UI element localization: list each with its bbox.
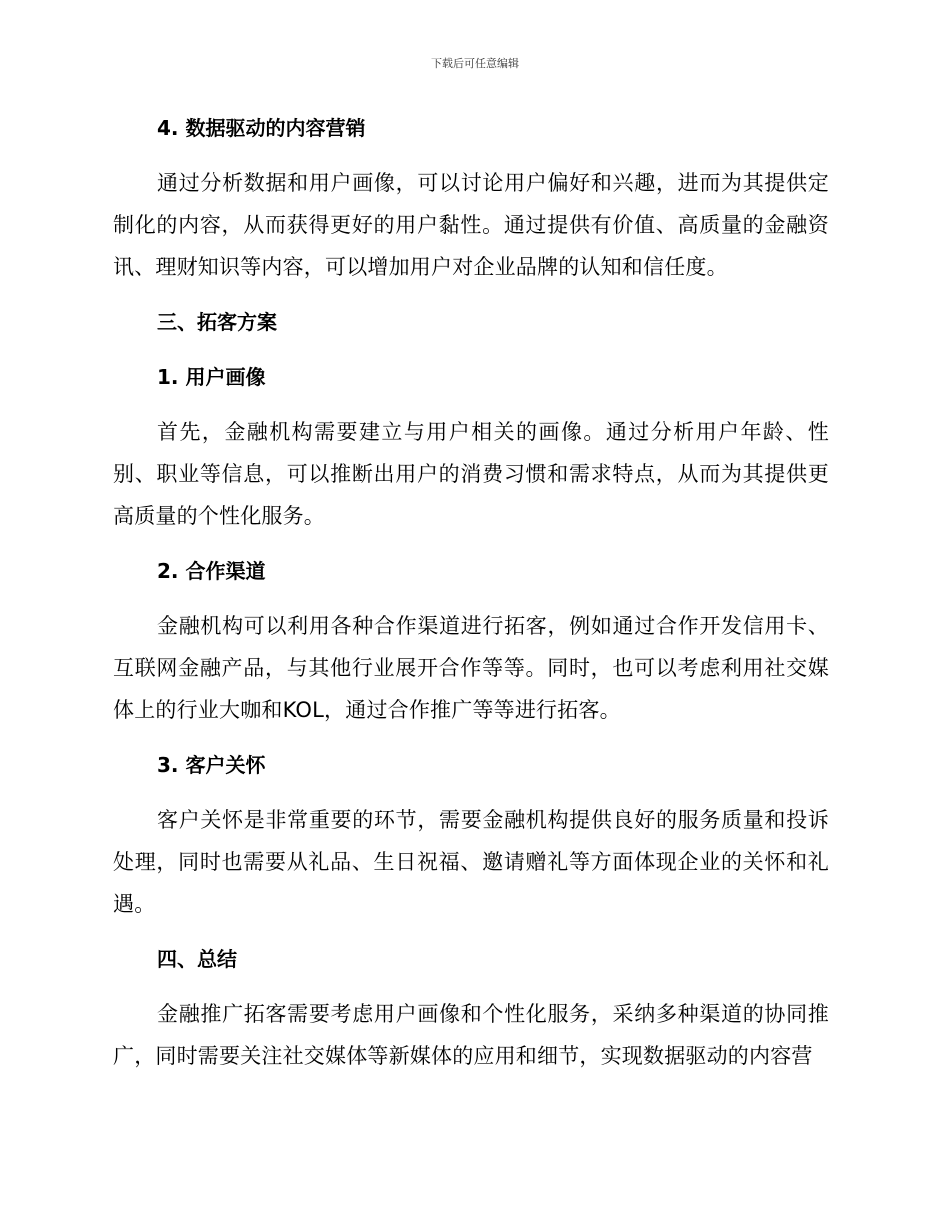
section-heading-acquisition-plan [113, 308, 829, 336]
heading: 2. 合作渠道 [157, 559, 266, 583]
paragraph-data-driven-marketing [113, 162, 829, 288]
heading: 3. 客户关怀 [157, 753, 266, 777]
heading: 三、拓客方案 [157, 310, 277, 334]
heading: 四、总结 [157, 947, 237, 971]
paragraph-user-profile [113, 411, 829, 537]
paragraph: 首先，金融机构需要建立与用户相关的画像。通过分析用户年龄、性别、职业等信息，可以推断出用户的消费习惯和需求特点，从而为其提供更高质量的个性化服务。 [113, 420, 829, 528]
paragraph-partner-channels [113, 605, 829, 731]
section-heading-customer-care [113, 751, 829, 779]
section-heading-partner-channels [113, 557, 829, 585]
paragraph: 金融推广拓客需要考虑用户画像和个性化服务，采纳多种渠道的协同推广，同时需要关注社交媒体等新媒体的应用和细节，实现数据驱动的内容营 [113, 1002, 829, 1068]
paragraph: 金融机构可以利用各种合作渠道进行拓客，例如通过合作开发信用卡、互联网金融产品，与其他行业展开合作等等。同时，也可以考虑利用社交媒体上的行业大咖和KOL，通过合作推广等等进行拓客。 [113, 614, 829, 722]
paragraph: 通过分析数据和用户画像，可以讨论用户偏好和兴趣，进而为其提供定制化的内容，从而获得更好的用户黏性。通过提供有价值、高质量的金融资讯、理财知识等内容，可以增加用户对企业品牌的认知和信任度。 [113, 171, 829, 279]
heading: 1. 用户画像 [157, 365, 266, 389]
section-heading-user-profile [113, 363, 829, 391]
paragraph: 客户关怀是非常重要的环节，需要金融机构提供良好的服务质量和投诉处理，同时也需要从礼品、生日祝福、邀请赠礼等方面体现企业的关怀和礼遇。 [113, 808, 829, 916]
paragraph-customer-care [113, 799, 829, 925]
section-heading-summary [113, 945, 829, 973]
paragraph-summary [113, 993, 829, 1077]
section-heading-data-driven-marketing [113, 114, 829, 142]
heading: 4. 数据驱动的内容营销 [157, 116, 366, 140]
header-note: 下载后可任意编辑 [431, 57, 519, 70]
